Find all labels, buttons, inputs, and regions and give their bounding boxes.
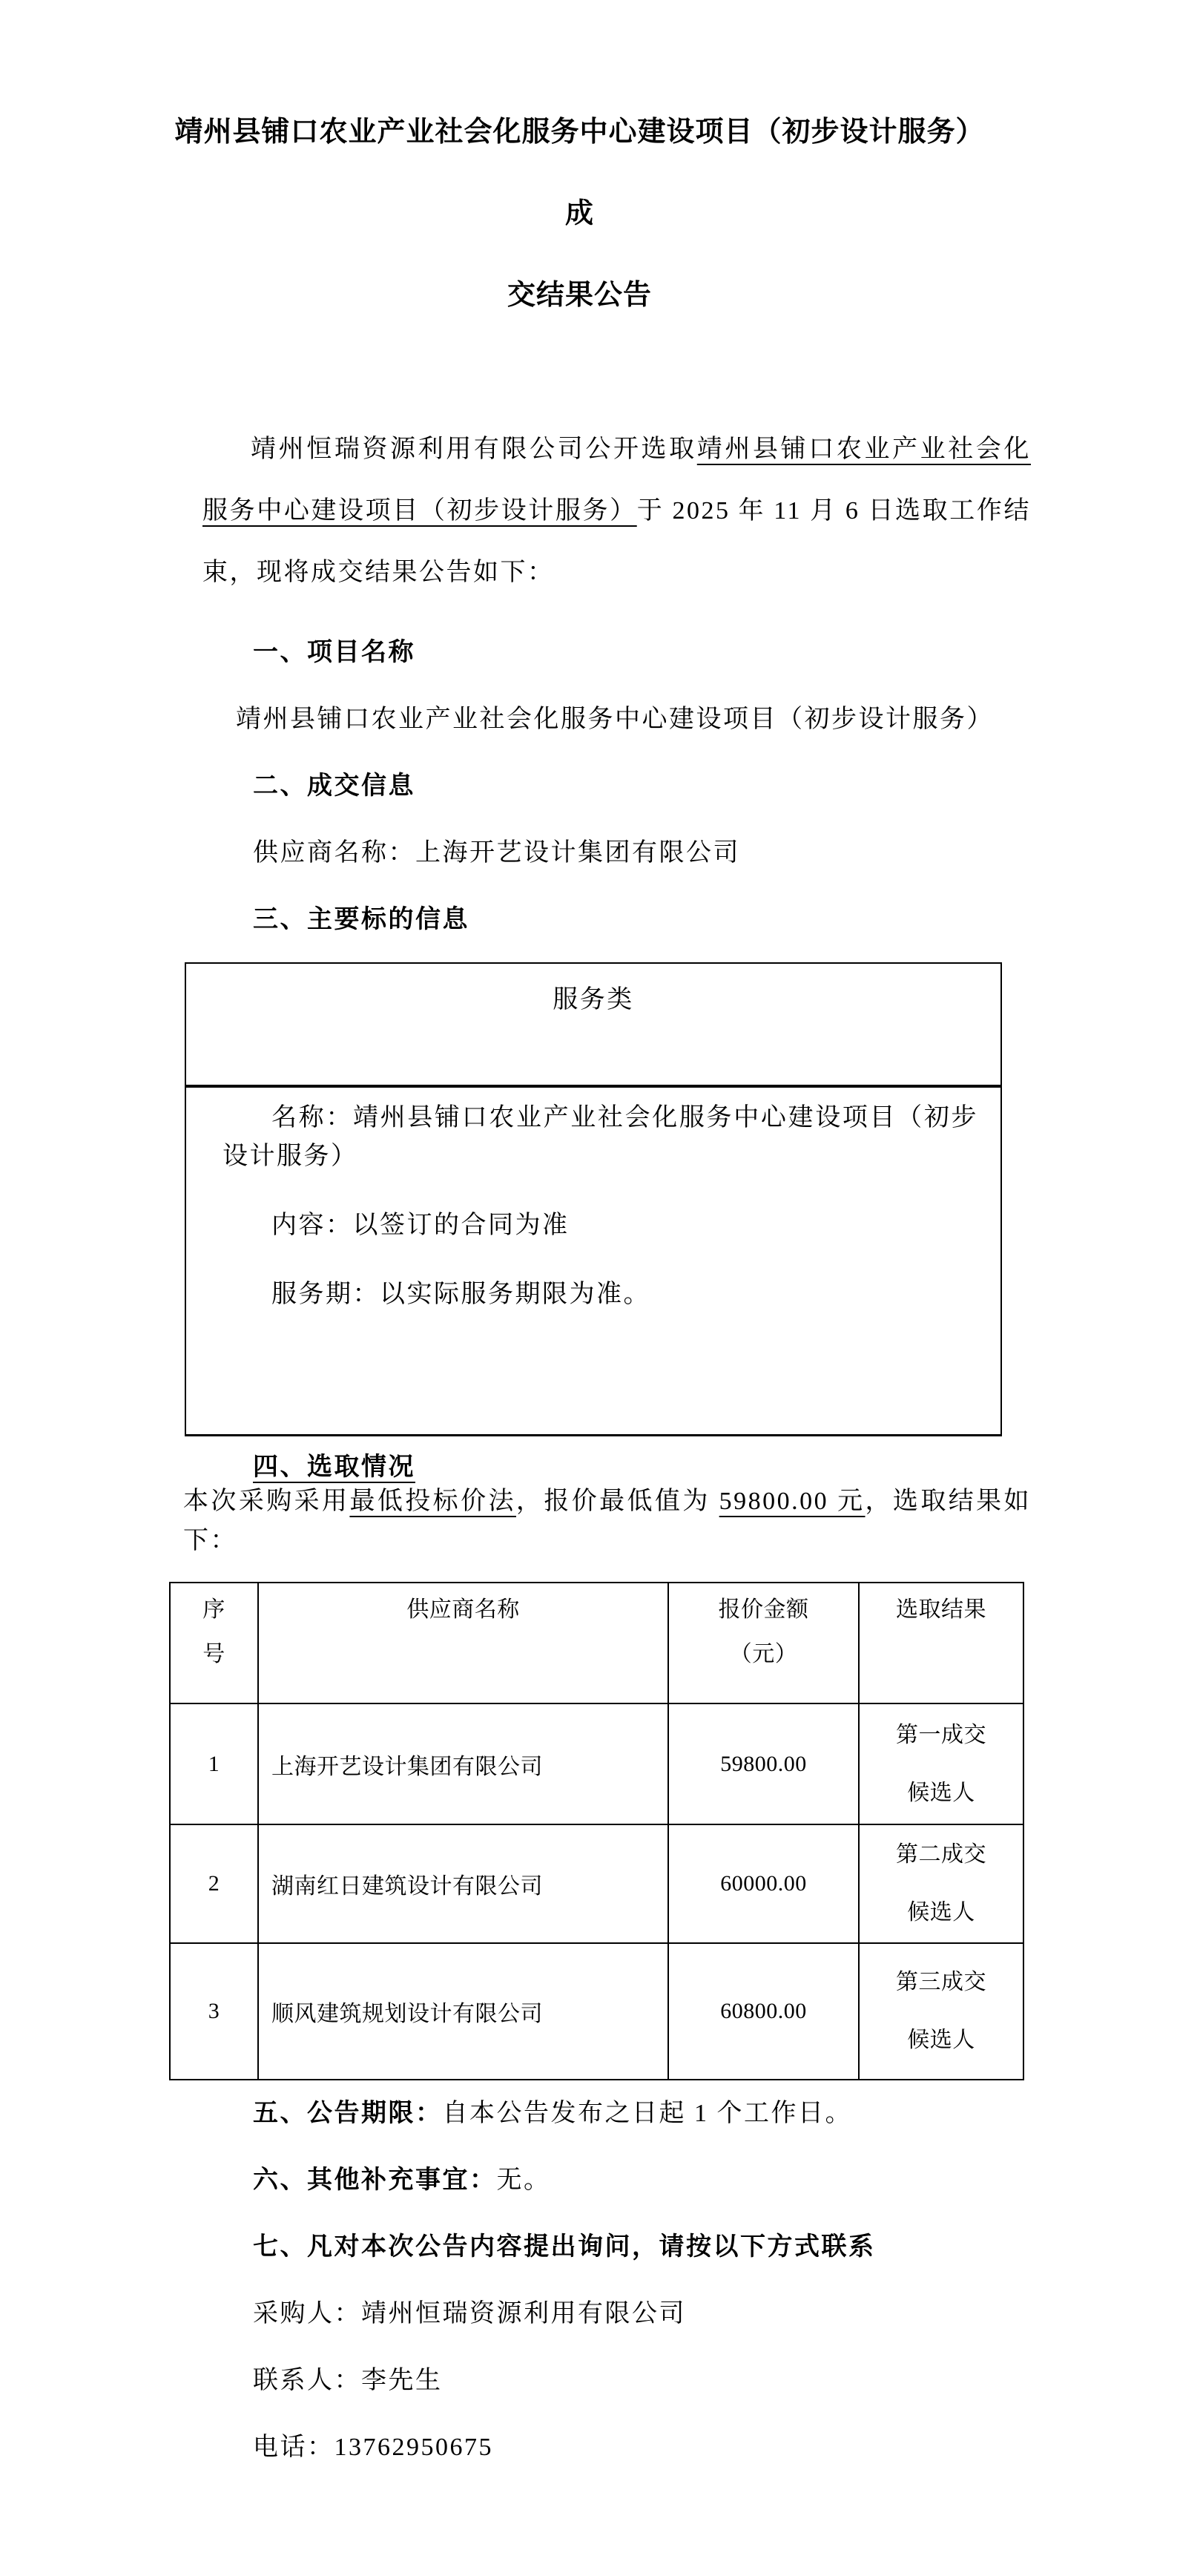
- result-table: [169, 1582, 1024, 2080]
- intro-underlined-project: 靖州县铺口农业产业社会化服务中心建设项目（初步设计服务）: [202, 436, 1032, 525]
- selection-lowest-price-underlined: 59800.00 元: [719, 1488, 866, 1515]
- row1-seq: 1: [170, 1703, 258, 1824]
- service-category-cell: 服务类: [185, 963, 1001, 1086]
- selection-paragraph: [183, 1482, 1031, 1560]
- header-supplier-label: 供应商名称: [406, 1597, 520, 1622]
- row3-result: [859, 1943, 1023, 2080]
- header-result-cell: [859, 1583, 1023, 1703]
- service-info-table: [185, 962, 1002, 1436]
- row2-result-text: 第二成交候选人: [896, 1842, 986, 1925]
- document-title-line2: 交结果公告: [507, 280, 652, 311]
- contact-line: 联系人：李先生: [253, 2367, 443, 2394]
- row2-result: [859, 1824, 1023, 1943]
- other-matters-line: [253, 2147, 1031, 2214]
- table-row: [170, 1943, 1023, 2080]
- header-supplier-cell: [258, 1583, 668, 1703]
- intro-prefix: 靖州恒瑞资源利用有限公司公开选取: [251, 436, 697, 463]
- section-2-supplier-line: 供应商名称：上海开艺设计集团有限公司: [253, 839, 740, 867]
- phone-line: 电话：13762950675: [253, 2434, 493, 2461]
- other-matters-text: 无。: [496, 2166, 551, 2194]
- service-detail-cell: [185, 1086, 1001, 1436]
- other-matters-label: 六、其他补充事宜：: [253, 2166, 497, 2194]
- row1-supplier: 上海开艺设计集团有限公司: [258, 1703, 668, 1824]
- buyer-line: 采购人：靖州恒瑞资源利用有限公司: [253, 2300, 686, 2327]
- section-4-heading: [253, 1453, 1031, 1482]
- row3-seq: 3: [170, 1943, 258, 2080]
- section-2-heading: 二、成交信息: [253, 772, 415, 800]
- section-3-heading: 三、主要标的信息: [253, 906, 469, 933]
- section-1-heading: 一、项目名称: [253, 639, 415, 666]
- row1-result-text: 第一成交候选人: [896, 1722, 986, 1805]
- row1-result: [859, 1703, 1023, 1824]
- selection-mid: ，报价最低值为: [515, 1488, 719, 1515]
- table-row: [170, 1703, 1023, 1824]
- row1-price: 59800.00: [668, 1703, 859, 1824]
- document-title: [165, 91, 994, 336]
- intro-suffix: 于 2025 年 11 月 6 日选取工作结束，现将成交结果公告如下：: [202, 497, 1031, 586]
- service-name-line: 名称：靖州县铺口农业产业社会化服务中心建设项目（初步设计服务）: [222, 1104, 978, 1170]
- header-result-label: 选取结果: [896, 1597, 986, 1622]
- section-1-project-name: 靖州县铺口农业产业社会化服务中心建设项目（初步设计服务）: [236, 706, 994, 733]
- row3-supplier: 顺风建筑规划设计有限公司: [258, 1943, 668, 2080]
- service-table-body-row: [185, 1086, 1001, 1436]
- selection-suffix: ，选取结果如下：: [183, 1488, 1032, 1554]
- document-page: [174, 91, 1032, 2481]
- closing-section: [202, 2080, 1031, 2481]
- service-period-line: 服务期：以实际服务期限为准。: [271, 1281, 650, 1308]
- row3-price: 60800.00: [668, 1943, 859, 2080]
- announcement-period-text: 自本公告发布之日起 1 个工作日。: [442, 2100, 852, 2127]
- header-price-label: 报价金额（元）: [718, 1597, 809, 1666]
- service-content-line: 内容：以签订的合同为准: [271, 1212, 570, 1239]
- service-table-header-row: [185, 963, 1001, 1086]
- announcement-period-label: 五、公告期限：: [253, 2100, 443, 2127]
- inquiry-line: 七、凡对本次公告内容提出询问，请按以下方式联系: [253, 2233, 876, 2261]
- result-table-header-row: [170, 1583, 1023, 1703]
- document-title-line1: 靖州县铺口农业产业社会化服务中心建设项目（初步设计服务）成: [174, 116, 985, 229]
- selection-prefix: 本次采购采用: [183, 1488, 350, 1515]
- row2-price: 60000.00: [668, 1824, 859, 1943]
- header-price-cell: [668, 1583, 859, 1703]
- table-row: [170, 1824, 1023, 1943]
- row2-seq: 2: [170, 1824, 258, 1943]
- section-4-heading-text: 四、选取情况: [253, 1453, 415, 1481]
- row2-supplier: 湖南红日建筑设计有限公司: [258, 1824, 668, 1943]
- intro-paragraph: [202, 418, 1031, 603]
- row3-result-text: 第三成交候选人: [896, 1970, 986, 2052]
- selection-method-underlined: 最低投标价法: [349, 1488, 516, 1515]
- announcement-period-line: [253, 2080, 1031, 2147]
- header-seq-label: 序号: [202, 1597, 225, 1666]
- header-seq-cell: [170, 1583, 258, 1703]
